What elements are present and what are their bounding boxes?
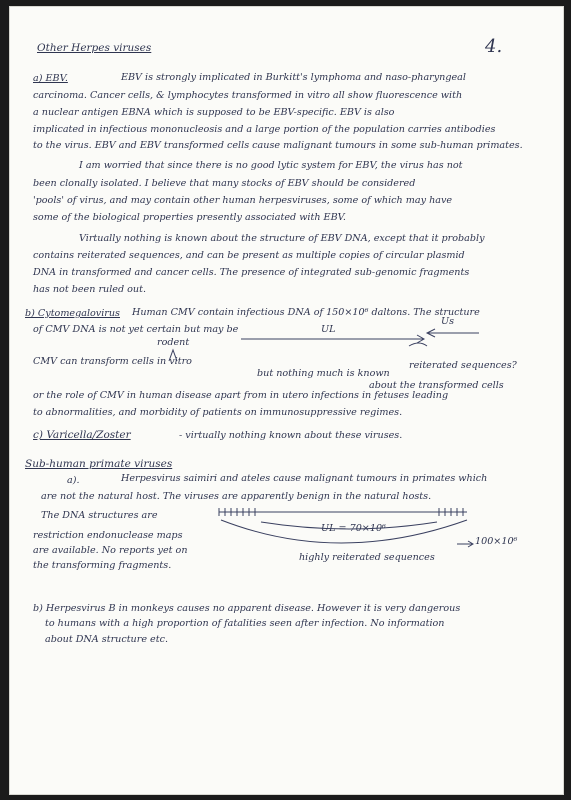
section-label-varicella: c) Varicella/Zoster xyxy=(33,429,131,441)
section-label-cmv: b) Cytomegalovirus xyxy=(25,308,120,319)
saimiri-right-repeats xyxy=(437,508,467,516)
cmv-reiterated-bracket xyxy=(409,343,427,346)
page-number: 4. xyxy=(485,36,503,57)
ebv-line-3: a nuclear antigen EBNA which is supposed to be EBV-specific. EBV is also xyxy=(33,107,395,118)
saimiri-ul-bracket xyxy=(261,522,437,529)
ebv-line-4: implicated in infectious mononucleosis and a large portion of the population carries antibodies xyxy=(33,124,496,135)
handdrawn-marks xyxy=(9,6,564,795)
saimiri-left-repeats xyxy=(219,508,257,516)
cmv-nothing-known: but nothing much is known xyxy=(257,368,390,379)
ebv-line-7: been clonally isolated. I believe that many stocks of EBV should be considered xyxy=(33,178,416,189)
dna-structure-note-4: the transforming fragments. xyxy=(33,560,172,571)
cmv-role-line-2: to abnormalities, and morbidity of patients on immunosuppressive regimes. xyxy=(33,407,403,418)
cmv-diagram-ul-label: UL xyxy=(321,324,336,335)
dna-structure-note-1: The DNA structures are xyxy=(41,510,158,521)
ebv-line-6: I am worried that since there is no good lytic system for EBV, the virus has not xyxy=(79,160,463,171)
cmv-role-line-1: or the role of CMV in human disease apart from in utero infections in fetuses leading xyxy=(33,390,449,401)
cmv-about-cells: about the transformed cells xyxy=(369,380,504,391)
subhuman-b-line-3: about DNA structure etc. xyxy=(45,634,169,645)
subhuman-a-line-2: are not the natural host. The viruses are apparently benign in the natural hosts. xyxy=(41,491,432,502)
rodent-insert: rodent xyxy=(157,337,190,348)
ebv-line-13: has not been ruled out. xyxy=(33,284,147,295)
ebv-line-5: to the virus. EBV and EBV transformed cells cause malignant tumours in some sub-human primates. xyxy=(33,140,523,151)
rodent-caret xyxy=(169,350,177,361)
cmv-line-1: Human CMV contain infectious DNA of 150×10⁶ daltons. The structure xyxy=(132,307,480,318)
cmv-diagram-us-label: Us xyxy=(441,316,455,327)
ebv-line-2: carcinoma. Cancer cells, & lymphocytes transformed in vitro all show fluorescence with xyxy=(33,90,463,101)
page-heading: Other Herpes viruses xyxy=(37,42,152,54)
section-label-ebv: a) EBV. xyxy=(33,73,68,84)
ebv-line-12: DNA in transformed and cancer cells. The presence of integrated sub-genomic fragments xyxy=(33,267,470,278)
cmv-line-2: of CMV DNA is not yet certain but may be xyxy=(33,324,239,335)
subhuman-a-label: a). xyxy=(67,475,80,486)
ebv-line-1: EBV is strongly implicated in Burkitt's lymphoma and naso-pharyngeal xyxy=(121,72,466,83)
dna-structure-note-3: are available. No reports yet on xyxy=(33,545,188,556)
subhuman-a-line-1: Herpesvirus saimiri and ateles cause malignant tumours in primates which xyxy=(121,473,488,484)
dna-structure-note-2: restriction endonuclease maps xyxy=(33,530,183,541)
highly-reiterated-label: highly reiterated sequences xyxy=(299,552,435,563)
ul-size-label: UL = 70×10⁶ xyxy=(321,523,386,534)
ebv-line-9: some of the biological properties presently associated with EBV. xyxy=(33,212,346,223)
cmv-transform-line: CMV can transform cells in vitro xyxy=(33,356,192,367)
cmv-reiterated-label: reiterated sequences? xyxy=(409,360,517,371)
end-size-label: 100×10⁶ xyxy=(475,536,518,547)
ebv-line-8: 'pools' of virus, and may contain other human herpesviruses, some of which may have xyxy=(33,195,453,206)
varicella-text: - virtually nothing known about these viruses. xyxy=(179,430,403,441)
ebv-line-10: Virtually nothing is known about the structure of EBV DNA, except that it probably xyxy=(79,233,485,244)
document-page xyxy=(9,6,564,795)
subhuman-b-line-2: to humans with a high proportion of fatalities seen after infection. No information xyxy=(45,618,445,629)
subhuman-b-line-1: b) Herpesvirus B in monkeys causes no apparent disease. However it is very dangerous xyxy=(33,603,461,614)
subhuman-title: Sub-human primate viruses xyxy=(25,458,173,470)
ebv-line-11: contains reiterated sequences, and can be present as multiple copies of circular plasmid xyxy=(33,250,465,261)
